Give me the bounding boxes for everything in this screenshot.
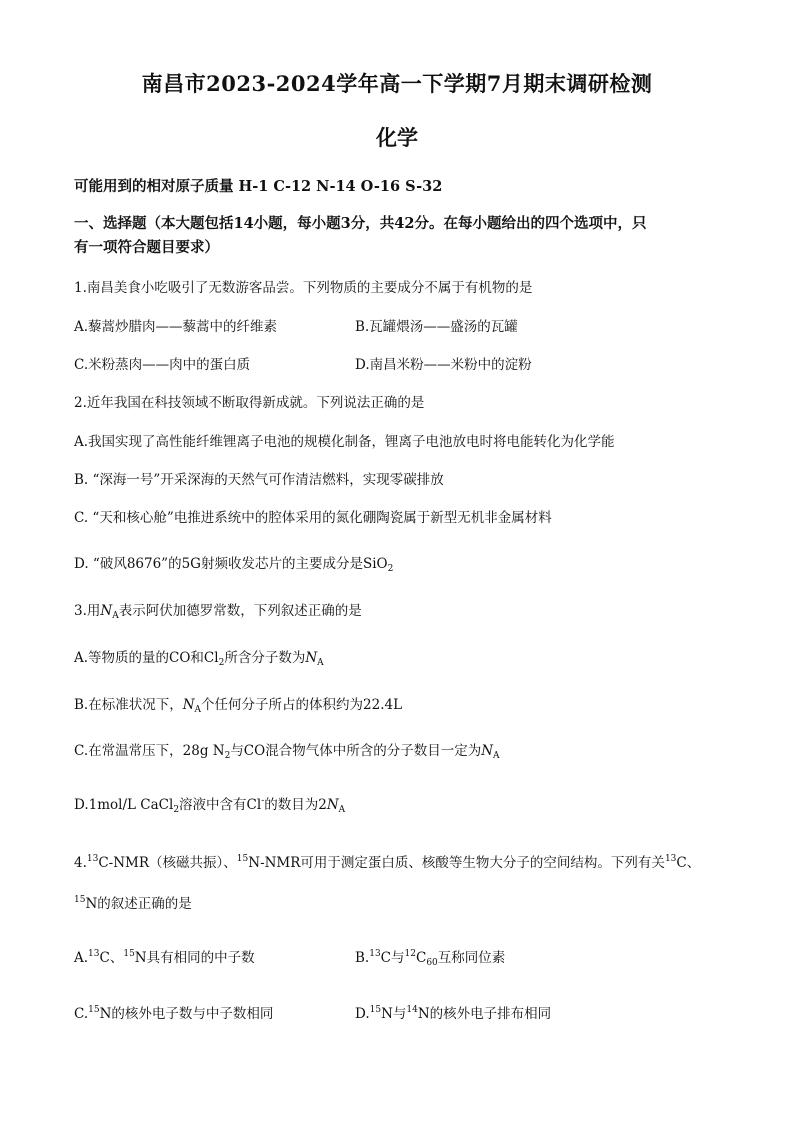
q2-option-b: B. “深海一号”开采深海的天然气可作清洁燃料，实现零碳排放 bbox=[74, 472, 444, 488]
q3-option-c: C.在常温常压下，28g $N_2$与CO混合物气体中所含的分子数目一定为$N_A$ bbox=[74, 743, 500, 761]
q1-option-b: B.瓦罐煨汤——盛汤的瓦罐 bbox=[355, 319, 518, 335]
q3-stem: 3.用$N_A$表示阿伏加德罗常数，下列叙述正确的是 bbox=[74, 603, 362, 621]
q2-option-a: A.我国实现了高性能纤维锂离子电池的规模化制备，锂离子电池放电时将电能转化为化学能 bbox=[74, 434, 615, 450]
q4-stem-line1: 4.13C-NMR（核磁共振）、$^{15}$N-NMR可用于测定蛋白质、核酸等生物大分子的空间结构。下列有关$^{13}$C、 bbox=[74, 854, 701, 871]
section-heading-line2: 有一项符合题目要求） bbox=[74, 239, 219, 256]
atomic-masses: 可能用到的相对原子质量 H-1 C-12 N-14 O-16 S-32 bbox=[74, 178, 443, 195]
q4-option-c: C.$^{15}$N的核外电子数与中子数相同 bbox=[74, 1005, 274, 1022]
q1-option-c: C.米粉蒸肉——肉中的蛋白质 bbox=[74, 357, 251, 373]
q2-stem: 2.近年我国在科技领域不断取得新成就。下列说法正确的是 bbox=[74, 395, 425, 411]
q1-stem: 1.南昌美食小吃吸引了无数游客品尝。下列物质的主要成分不属于有机物的是 bbox=[74, 280, 533, 296]
q2-option-c: C. “天和核心舱”电推进系统中的腔体采用的氮化硼陶瓷属于新型无机非金属材料 bbox=[74, 510, 552, 526]
q4-option-d: D.$^{15}$N与$^{14}$N的核外电子排布相同 bbox=[355, 1005, 552, 1022]
q3-option-d: D.1mol/L CaCl$_2$溶液中含有Cl-的数目为$2N_A$ bbox=[74, 796, 346, 815]
q4-option-a: A.$^{13}$C、$^{15}$N具有相同的中子数 bbox=[74, 949, 255, 966]
q4-stem-line2: $^{15}$N的叙述正确的是 bbox=[74, 895, 192, 912]
q4-option-b: B.$^{13}$C与$^{12}C_{60}$互称同位素 bbox=[355, 949, 506, 968]
q1-option-a: A.藜蒿炒腊肉——藜蒿中的纤维素 bbox=[74, 319, 278, 335]
section-heading-line1: 一、选择题（本大题包括14小题，每小题3分，共42分。在每小题给出的四个选项中，只 bbox=[74, 215, 647, 232]
q1-option-d: D.南昌米粉——米粉中的淀粉 bbox=[355, 357, 532, 373]
q2-option-d: D. “破风8676”的5G射频收发芯片的主要成分是SiO$_2$ bbox=[74, 556, 394, 574]
exam-title: 南昌市2023-2024学年高一下学期7月期末调研检测 bbox=[141, 71, 653, 96]
q3-option-a: A.等物质的量的CO和$Cl_2$所含分子数为$N_A$ bbox=[74, 650, 324, 668]
subject-title: 化学 bbox=[376, 125, 418, 150]
q3-option-b: B.在标准状况下，$N_A$个任何分子所占的体积约为22.4L bbox=[74, 697, 403, 715]
